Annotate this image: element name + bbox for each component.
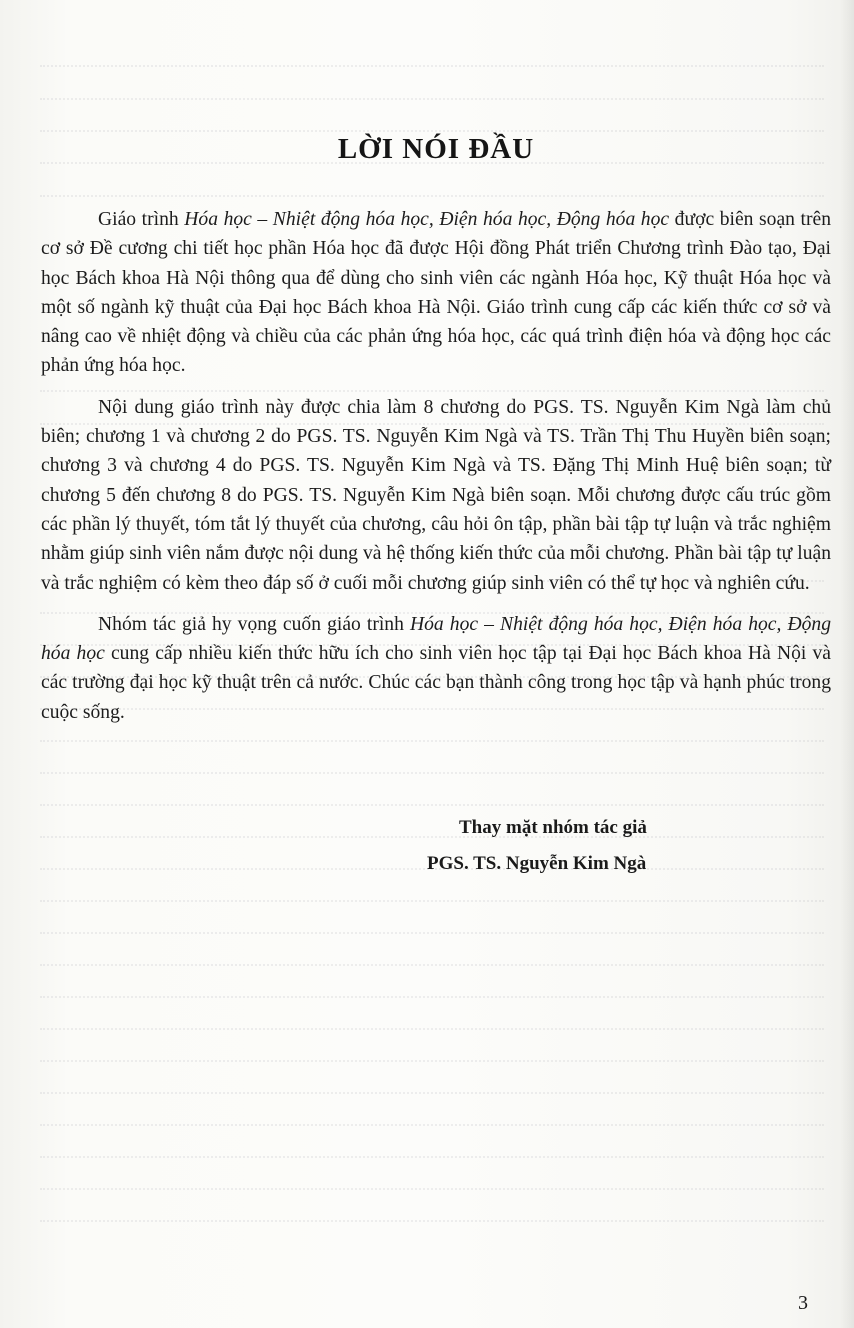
page-title: LỜI NÓI ĐẦU [337, 133, 535, 165]
paragraph-1 [41, 205, 831, 381]
paragraph-3-intro: Nhóm tác giả hy vọng cuốn giáo trình [98, 613, 410, 635]
paragraph-3-rest: cung cấp nhiều kiến thức hữu ích cho sinh viên học tập tại Đại học Bách khoa Hà Nội và các trường đại học kỹ thuật trên cả nước. Chúc các bạn thành công trong học tập và hạnh phúc trong cuộc sống. [41, 643, 831, 723]
paragraph-3 [41, 610, 831, 727]
paragraph-2: Nội dung giáo trình này được chia làm 8 chương do PGS. TS. Nguyễn Kim Ngà làm chủ biên; chương 1 và chương 2 do PGS. TS. Nguyễn Kim Ngà và TS. Trần Thị Thu Huyền biên soạn; chương 3 và chương 4 do PGS. TS. Nguyễn Kim Ngà và TS. Đặng Thị Minh Huệ biên soạn; từ chương 5 đến chương 8 do PGS. TS. Nguyễn Kim Ngà biên soạn. Mỗi chương được cấu trúc gồm các phần lý thuyết, tóm tắt lý thuyết của chương, câu hỏi ôn tập, phần bài tập tự luận và trắc nghiệm nhằm giúp sinh viên nắm được nội dung và hệ thống kiến thức của mỗi chương. Phần bài tập tự luận và trắc nghiệm có kèm theo đáp số ở cuối mỗi chương giúp sinh viên có thể tự học và nghiên cứu. [41, 396, 831, 594]
signature-author-name: PGS. TS. Nguyễn Kim Ngà [427, 853, 647, 874]
paragraph-1-rest: được biên soạn trên cơ sở Đề cương chi tiết học phần Hóa học đã được Hội đồng Phát triển Chương trình Đào tạo, Đại học Bách khoa Hà Nội thông qua để dùng cho sinh viên các ngành Hóa học, Kỹ thuật Hóa học và một số ngành kỹ thuật của Đại học Bách khoa Hà Nội. Giáo trình cung cấp các kiến thức cơ sở và nâng cao về nhiệt động và chiều của các phản ứng hóa học, các quá trình điện hóa và động học các phản ứng hóa học. [41, 209, 832, 377]
preface-body [41, 205, 831, 739]
book-title-italic: Hóa học – Nhiệt động hóa học, Điện hóa học, Động hóa học [41, 613, 831, 665]
paragraph-1-intro: Giáo trình [98, 209, 185, 230]
signature-on-behalf: Thay mặt nhóm tác giả [459, 817, 647, 838]
book-title-italic: Hóa học – Nhiệt động hóa học, Điện hóa học, Động hóa học [184, 209, 670, 230]
page-number: 3 [798, 1292, 808, 1314]
page-edge-shadow [840, 0, 854, 1328]
